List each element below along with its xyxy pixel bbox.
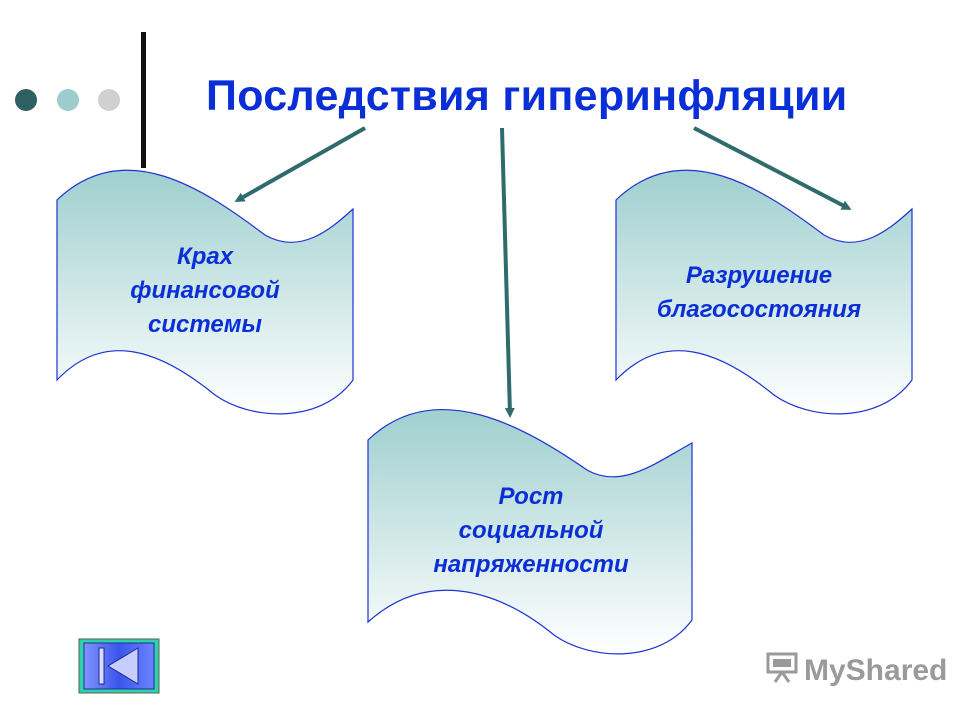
back-to-start-icon bbox=[78, 638, 160, 694]
banner-financial-line-1: Крах bbox=[176, 243, 234, 270]
banner-financial-line-2: финансовой bbox=[130, 277, 280, 304]
slide-title: Последствия гиперинфляции bbox=[206, 72, 848, 120]
watermark bbox=[766, 652, 947, 688]
arrow-to-social bbox=[502, 128, 510, 414]
banner-social-line-3: напряженности bbox=[433, 551, 629, 578]
banner-welfare-text bbox=[616, 259, 902, 327]
watermark-text: MyShared bbox=[804, 654, 948, 687]
arrow-to-financial bbox=[238, 128, 365, 200]
banner-social-line-2: социальной bbox=[458, 517, 604, 544]
presentation-icon bbox=[766, 652, 800, 684]
banner-social-line-1: Рост bbox=[498, 483, 564, 510]
banner-welfare-line-1: Разрушение bbox=[685, 262, 833, 289]
banner-financial-line-3: системы bbox=[148, 311, 262, 338]
back-to-start-button[interactable] bbox=[78, 638, 160, 694]
banner-welfare-line-2: благосостояния bbox=[656, 296, 862, 323]
banner-social-text bbox=[380, 480, 682, 582]
banner-financial-text bbox=[86, 240, 324, 342]
